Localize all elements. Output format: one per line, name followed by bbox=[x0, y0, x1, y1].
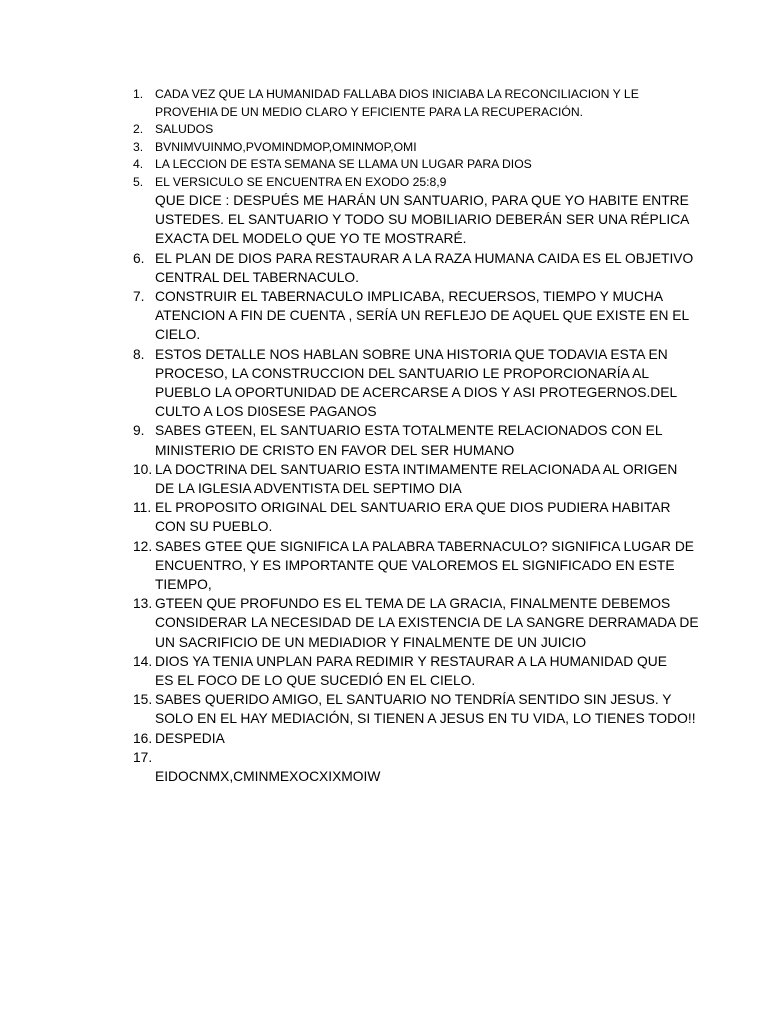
text-line: UN SACRIFICIO DE UN MEDIADIOR Y FINALMENTE DE UN JUICIO bbox=[155, 634, 587, 650]
item-text bbox=[155, 287, 690, 345]
list-item bbox=[0, 174, 655, 192]
item-text bbox=[155, 174, 655, 192]
item-text bbox=[155, 729, 655, 748]
item-number: 14. bbox=[133, 653, 153, 669]
item-number: 13. bbox=[133, 596, 153, 612]
item-text bbox=[155, 594, 699, 652]
item-text bbox=[155, 652, 667, 690]
text-line: SALUDOS bbox=[155, 122, 214, 136]
item-number: 7. bbox=[133, 289, 145, 305]
item-number: 1. bbox=[133, 87, 144, 101]
list-item bbox=[0, 748, 655, 786]
text-line: CULTO A LOS DI0SESE PAGANOS bbox=[155, 404, 377, 420]
text-line: ESTOS DETALLE NOS HABLAN SOBRE UNA HISTORIA QUE TODAVIA ESTA EN bbox=[155, 346, 668, 362]
list-item bbox=[0, 460, 678, 498]
list-item bbox=[0, 729, 655, 748]
text-line: SABES QUERIDO AMIGO, EL SANTUARIO NO TENDRÍA SENTIDO SIN JESUS. Y bbox=[155, 692, 672, 708]
text-line: CENTRAL DEL TABERNACULO. bbox=[155, 269, 359, 285]
text-line: SOLO EN EL HAY MEDIACIÓN, SI TIENEN A JESUS EN TU VIDA, LO TIENES TODO!! bbox=[155, 711, 696, 727]
list-item bbox=[0, 287, 690, 345]
item-text bbox=[155, 750, 655, 786]
text-line: LA DOCTRINA DEL SANTUARIO ESTA INTIMAMENTE RELACIONADA AL ORIGEN bbox=[155, 461, 678, 477]
item-number: 3. bbox=[133, 139, 144, 154]
item-number: 2. bbox=[133, 122, 144, 136]
list-item bbox=[0, 690, 696, 728]
item-text bbox=[155, 421, 663, 459]
text-line: EIDOCNMX,CMINMEXOCXIXMOIW bbox=[155, 769, 381, 785]
item-number: 15. bbox=[133, 692, 153, 708]
item-number: 17. bbox=[133, 749, 153, 765]
item-text bbox=[155, 690, 696, 728]
text-line: TIEMPO, bbox=[155, 577, 212, 593]
text-line: ENCUENTRO, Y ES IMPORTANTE QUE VALOREMOS EL SIGNIFICADO EN ESTE bbox=[155, 557, 675, 573]
item-text bbox=[155, 249, 694, 287]
text-line: SABES GTEEN, EL SANTUARIO ESTA TOTALMENTE RELACIONADOS CON EL bbox=[155, 423, 663, 439]
list-item bbox=[0, 139, 655, 157]
verse-quote bbox=[0, 191, 690, 249]
item-number: 6. bbox=[133, 250, 145, 266]
list-item bbox=[0, 652, 667, 690]
list-item bbox=[0, 421, 663, 459]
list-item bbox=[0, 537, 695, 595]
item-number: 10. bbox=[133, 461, 153, 477]
text-line: CADA VEZ QUE LA HUMANIDAD FALLABA DIOS INICIABA LA RECONCILIACION Y LE bbox=[155, 87, 639, 101]
text-line: SABES GTEE QUE SIGNIFICA LA PALABRA TABERNACULO? SIGNIFICA LUGAR DE bbox=[155, 538, 695, 554]
text-line: ES EL FOCO DE LO QUE SUCEDIÓ EN EL CIELO. bbox=[155, 673, 476, 689]
text-line: CONSIDERAR LA NECESIDAD DE LA EXISTENCIA DE LA SANGRE DERRAMADA DE bbox=[155, 615, 699, 631]
item-number: 5. bbox=[133, 174, 144, 189]
list-item bbox=[0, 156, 655, 174]
text-line: EL PLAN DE DIOS PARA RESTAURAR A LA RAZA HUMANA CAIDA ES EL OBJETIVO bbox=[155, 250, 694, 266]
item-number: 8. bbox=[133, 346, 145, 362]
item-text bbox=[155, 156, 655, 174]
text-line: DIOS YA TENIA UNPLAN PARA REDIMIR Y RESTAURAR A LA HUMANIDAD QUE bbox=[155, 653, 667, 669]
item-text bbox=[155, 498, 671, 536]
list-item bbox=[0, 86, 655, 121]
list-item bbox=[0, 345, 678, 422]
item-number: 12. bbox=[133, 538, 153, 554]
list-item bbox=[0, 594, 699, 652]
item-text bbox=[155, 345, 678, 422]
list-item bbox=[0, 121, 655, 139]
item-number: 11. bbox=[133, 500, 152, 516]
list-item bbox=[0, 249, 694, 287]
text-line: PROVEHIA DE UN MEDIO CLARO Y EFICIENTE PARA LA RECUPERACIÓN. bbox=[155, 104, 584, 119]
text-line: GTEEN QUE PROFUNDO ES EL TEMA DE LA GRACIA, FINALMENTE DEBEMOS bbox=[155, 596, 671, 612]
item-number: 9. bbox=[133, 423, 145, 439]
text-line: CONSTRUIR EL TABERNACULO IMPLICABA, RECUERSOS, TIEMPO Y MUCHA bbox=[155, 289, 664, 305]
numbered-list bbox=[0, 86, 768, 786]
text-line: CON SU PUEBLO. bbox=[155, 519, 273, 535]
text-line: QUE DICE : DESPUÉS ME HARÁN UN SANTUARIO, PARA QUE YO HABITE ENTRE bbox=[155, 193, 689, 208]
item-text bbox=[155, 121, 655, 139]
item-number: 16. bbox=[133, 730, 153, 746]
text-line: EL PROPOSITO ORIGINAL DEL SANTUARIO ERA QUE DIOS PUDIERA HABITAR bbox=[155, 500, 671, 516]
text-line: PUEBLO LA OPORTUNIDAD DE ACERCARSE A DIOS Y ASI PROTEGERNOS.DEL bbox=[155, 385, 678, 401]
item-number: 4. bbox=[133, 157, 144, 171]
item-text bbox=[155, 86, 655, 121]
list-item bbox=[0, 498, 671, 536]
text-line: LA LECCION DE ESTA SEMANA SE LLAMA UN LUGAR PARA DIOS bbox=[155, 157, 532, 171]
item-text bbox=[155, 460, 678, 498]
item-text bbox=[155, 139, 655, 157]
text-line: PROCESO, LA CONSTRUCCION DEL SANTUARIO LE PROPORCIONARÍA AL bbox=[155, 365, 649, 381]
text-line: BVNIMVUINMO,PVOMINDMOP,OMINMOP,OMI bbox=[155, 139, 417, 154]
text-line: CIELO. bbox=[155, 327, 201, 343]
text-line: EL VERSICULO SE ENCUENTRA EN EXODO 25:8,9 bbox=[155, 174, 447, 189]
text-line: DE LA IGLESIA ADVENTISTA DEL SEPTIMO DIA bbox=[155, 481, 462, 497]
text-line: EXACTA DEL MODELO QUE YO TE MOSTRARÉ. bbox=[155, 231, 467, 247]
text-line: USTEDES. EL SANTUARIO Y TODO SU MOBILIARIO DEBERÁN SER UNA RÉPLICA bbox=[155, 212, 690, 228]
quote-text bbox=[155, 191, 690, 249]
item-text bbox=[155, 537, 695, 595]
text-line: DESPEDIA bbox=[155, 730, 225, 746]
text-line: ATENCION A FIN DE CUENTA , SERÍA UN REFLEJO DE AQUEL QUE EXISTE EN EL bbox=[155, 308, 690, 324]
text-line: MINISTERIO DE CRISTO EN FAVOR DEL SER HUMANO bbox=[155, 442, 515, 458]
